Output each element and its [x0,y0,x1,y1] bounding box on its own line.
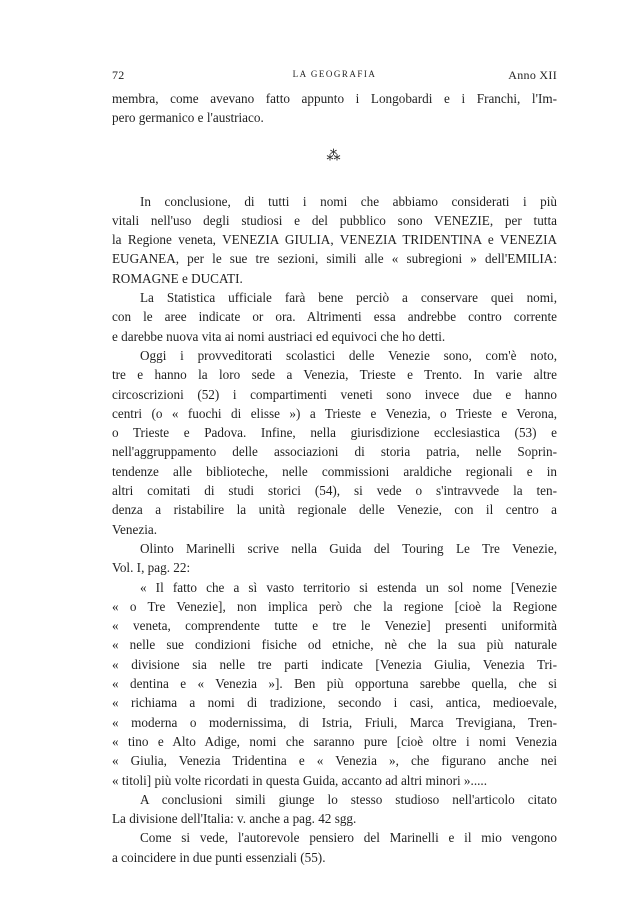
text-line: In conclusione, di tutti i nomi che abbiamo considerati i più [140,193,557,209]
text-line: e darebbe nuova vita ai nomi austriaci ed equivoci che ho detti. [112,328,446,344]
text-line: Vol. I, pag. 22: [112,560,191,576]
text-line: tendenze alle biblioteche, nelle commissioni araldiche regionali e in [112,463,557,479]
text-line: a coincidere in due punti essenziali (55). [112,849,326,865]
page-number: 72 [112,68,125,82]
text-line: A conclusioni simili giunge lo stesso studioso nell'articolo citato [140,791,557,807]
text-line: con le aree indicate or ora. Altrimenti essa andrebbe contro corrente [112,309,557,325]
text-line: La divisione dell'Italia: v. anche a pag. 42 sgg. [112,811,357,827]
text-line: la Regione veneta, VENEZIA GIULIA, VENEZIA TRIDENTINA e VENEZIA [112,232,557,248]
quote-line: « Il fatto che a sì vasto territorio si estenda un sol nome [Venezie [140,579,557,595]
quote-line: « tino e Alto Adige, nomi che saranno pure [cioè oltre i nomi Venezia [112,733,557,749]
quote-line: « nelle sue condizioni fisiche od etniche, nè che la sua più naturale [112,637,557,653]
text-line: Olinto Marinelli scrive nella Guida del Touring Le Tre Venezie, [140,540,557,556]
quote-line: « richiama a nomi di tradizione, secondo i casi, antica, medioevale, [112,695,557,711]
text-line: membra, come avevano fatto appunto i Longobardi e i Franchi, l'Im- [112,91,557,106]
text-line: Oggi i provveditorati scolastici delle Venezie sono, com'è noto, [140,347,557,363]
text-line: Venezia. [112,521,158,537]
text-line: circoscrizioni (52) i compartimenti veneti sono invece due e hanno [112,386,557,402]
quote-line: « moderna o modernissima, di Istria, Friuli, Marca Trevigiana, Tren- [112,714,557,730]
text-line: altri comitati di studi storici (54), si vede o s'intravvede la ten- [112,483,557,499]
running-title: LA GEOGRAFIA [292,69,377,79]
quote-line: « divisione sia nelle tre parti indicate [Venezia Giulia, Venezia Tri- [112,656,557,672]
body-text [112,89,557,867]
text-line: denza a ristabilire la unità regionale delle Venezie, con il centro a [112,502,557,518]
quote-line: « o Tre Venezie], non implica però che la regione [cioè la Regione [112,598,557,614]
section-separator [112,128,557,192]
volume-label: Anno XII [508,68,557,82]
text-line: Come si vede, l'autorevole pensiero del Marinelli e il mio vengono [140,830,557,846]
text-line: vitali nell'uso degli studiosi e del pubblico sono VENEZIE, per tutta [112,212,557,228]
text-line: tre e hanno la loro sede a Venezia, Trieste e Trento. In varie altre [112,367,557,383]
asterism-icon: ⁂ [326,148,343,164]
text-line: ROMAGNE e DUCATI. [112,270,243,286]
quote-line: « dentina e « Venezia »]. Ben più opportuna sarebbe quella, che si [112,676,557,692]
text-line: nell'aggruppamento delle associazioni di storia patria, nelle Soprin- [112,444,557,460]
running-header [112,68,557,86]
quote-line: « Giulia, Venezia Tridentina e « Venezia », che figurano anche nei [112,753,557,769]
quote-line: « titoli] più volte ricordati in questa Guida, accanto ad altri minori »..... [112,772,488,788]
text-line: EUGANEA, per le sue tre sezioni, simili alle « subregioni » dell'EMILIA: [112,251,557,267]
quote-line: « veneta, comprendente tutte e tre le Venezie] presenti uniformità [112,618,557,634]
text-line: pero germanico e l'austriaco. [112,110,264,126]
text-line: La Statistica ufficiale farà bene perciò a conservare quei nomi, [140,290,557,306]
text-line: o Trieste e Padova. Infine, nella giurisdizione ecclesiastica (53) e [112,425,557,441]
text-line: centri (o « fuochi di elisse ») a Trieste e Venezia, o Trieste e Verona, [112,405,557,421]
